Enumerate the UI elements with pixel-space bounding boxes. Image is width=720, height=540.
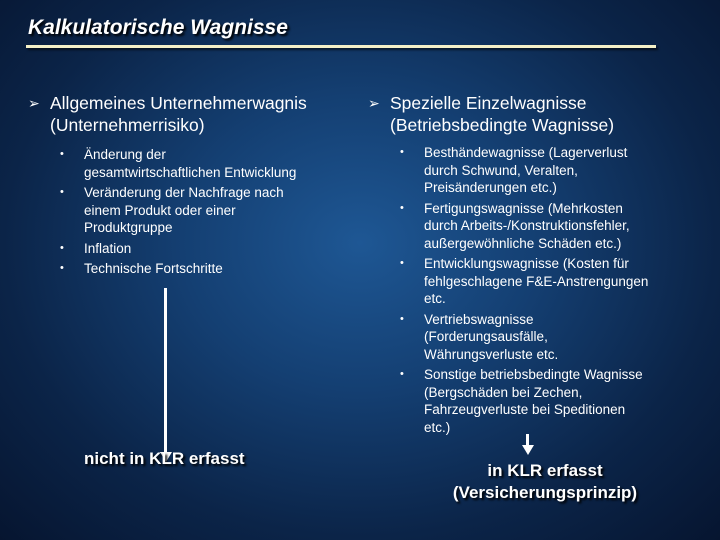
bullet-icon: • [60, 148, 64, 160]
right-column [368, 92, 708, 439]
left-caption: nicht in KLR erfasst [84, 449, 245, 468]
bullet-icon: • [400, 312, 404, 325]
bullet-icon: • [400, 201, 404, 214]
bullet-icon: • [400, 257, 404, 269]
right-caption-line: (Versicherungsprinzip) [452, 483, 638, 502]
list-item: • Entwicklungswagnisse (Kosten für fehlgeschlagene F&E-Anstrengungen etc. [400, 256, 649, 306]
list-item: • Inflation [60, 240, 132, 256]
right-arrow-head-icon [522, 445, 534, 455]
left-column [28, 92, 348, 281]
left-heading-line: (Unternehmerrisiko) [50, 115, 205, 135]
arrow-bullet-icon: ➢ [368, 95, 380, 111]
right-caption [420, 460, 670, 504]
slide-title: Kalkulatorische Wagnisse [28, 16, 288, 39]
left-heading [28, 92, 348, 136]
list-item: • Besthändewagnisse (Lagerverlust durch Schwund, Veralten, Preisänderungen etc.) [400, 145, 628, 195]
list-item: • Sonstige betriebsbedingte Wagnisse (Bergschäden bei Zechen, Fahrzeugverluste bei Speditionen etc.) [400, 367, 643, 435]
list-item: • Technische Fortschritte [60, 261, 223, 276]
right-heading-line: Spezielle Einzelwagnisse [390, 93, 587, 113]
arrow-bullet-icon: ➢ [28, 95, 40, 111]
title-underline [26, 45, 656, 48]
left-item-list [28, 146, 348, 278]
bullet-icon: • [400, 368, 404, 380]
list-item: • Änderung der gesamtwirtschaftlichen Entwicklung [60, 147, 297, 180]
list-item: • Vertriebswagnisse (Forderungsausfälle, Währungsverluste etc. [400, 311, 559, 362]
right-heading [368, 92, 708, 136]
bullet-icon: • [400, 146, 404, 158]
bullet-icon: • [60, 241, 64, 254]
right-item-list [368, 144, 708, 436]
bullet-icon: • [60, 186, 64, 198]
right-heading-line: (Betriebsbedingte Wagnisse) [390, 115, 615, 135]
list-item: • Fertigungswagnisse (Mehrkosten durch Arbeits-/Konstruktionsfehler, außergewöhnliche Schäden etc.) [400, 200, 630, 251]
list-item: • Veränderung der Nachfrage nach einem Produkt oder einer Produktgruppe [60, 185, 284, 235]
left-arrow-line [164, 288, 167, 454]
left-heading-line: Allgemeines Unternehmerwagnis [50, 93, 307, 113]
bullet-icon: • [60, 262, 64, 274]
right-caption-line: in KLR erfasst [487, 461, 603, 480]
